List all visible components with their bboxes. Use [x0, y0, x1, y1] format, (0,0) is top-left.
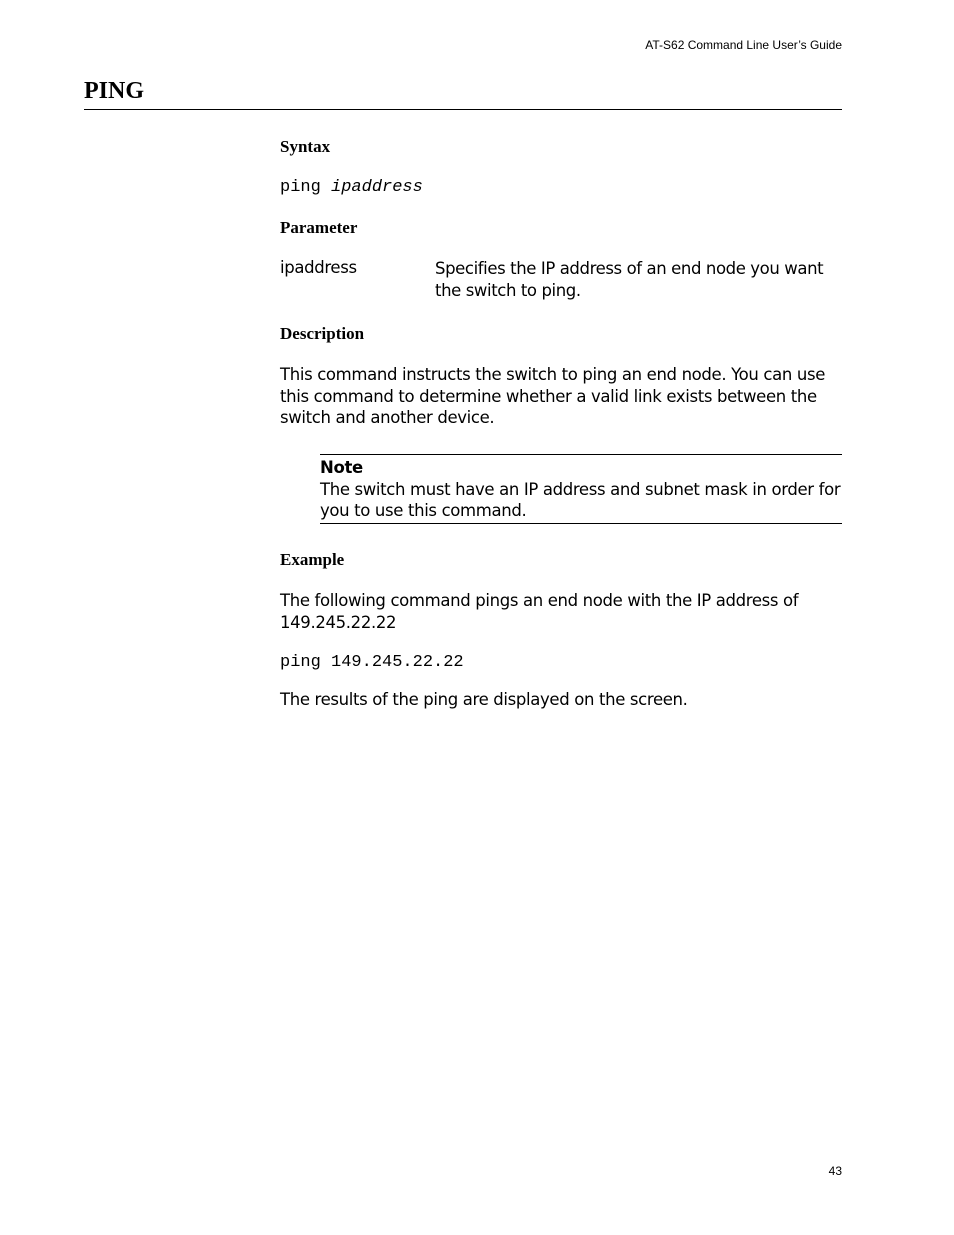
example-heading: Example [280, 550, 345, 569]
example-intro: The following command pings an end node with the IP address of 149.245.22.22 [280, 591, 799, 632]
description-text: This command instructs the switch to ping an end node. You can use this command to determine whether a valid link exists between the switch and another device. [280, 365, 826, 427]
parameter-name: ipaddress [280, 258, 357, 277]
page-title: PING [84, 78, 144, 104]
title-rule [84, 109, 842, 110]
syntax-heading: Syntax [280, 137, 331, 156]
note-box [320, 454, 842, 524]
example-command: ping 149.245.22.22 [280, 653, 464, 672]
syntax-argument: ipaddress [331, 178, 423, 197]
parameter-description: Specifies the IP address of an end node you want the switch to ping. [435, 259, 824, 300]
running-head: AT-S62 Command Line User’s Guide [645, 38, 842, 52]
syntax-code [280, 178, 423, 197]
syntax-command: ping [280, 178, 321, 197]
description-heading: Description [280, 324, 365, 343]
example-result: The results of the ping are displayed on the screen. [280, 690, 688, 709]
note-text: The switch must have an IP address and subnet mask in order for you to use this command. [320, 479, 841, 520]
parameter-heading: Parameter [280, 218, 358, 237]
page-number: 43 [828, 1164, 842, 1178]
note-label: Note [320, 458, 363, 477]
